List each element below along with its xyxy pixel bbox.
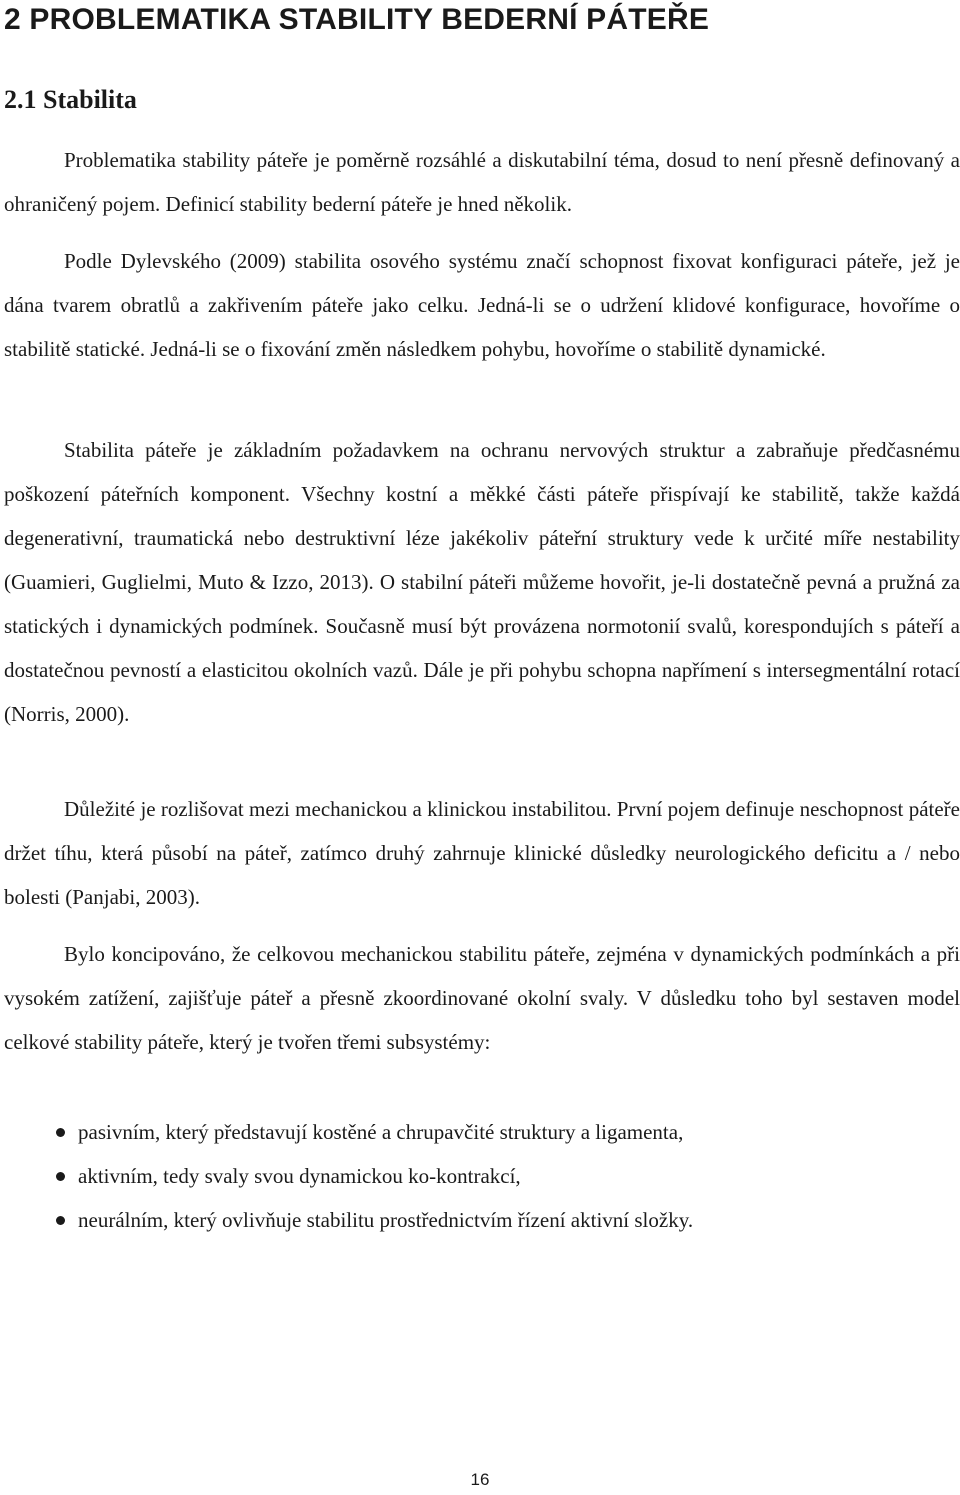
bullet-icon <box>56 1172 65 1181</box>
section-heading: 2.1 Stabilita <box>4 85 137 114</box>
list-item-text: neurálním, který ovlivňuje stabilitu prostřednictvím řízení aktivní složky. <box>78 1208 694 1232</box>
list-item <box>0 1198 960 1242</box>
paragraph-dylevsky: Podle Dylevského (2009) stabilita osového systému značí schopnost fixovat konfiguraci páteře, jež je dána tvarem obratlů a zakřivením páteře jako celku. Jedná-li se o udržení klidové konfigurace, hovoříme o stabilitě statické. Jedná-li se o fixování změn následkem pohybu, hovoříme o stabilitě dynamické. <box>4 249 960 361</box>
page-number: 16 <box>470 1470 490 1489</box>
list-item-text: aktivním, tedy svaly svou dynamickou ko-kontrakcí, <box>78 1164 521 1188</box>
paragraph-instability: Důležité je rozlišovat mezi mechanickou a klinickou instabilitou. První pojem definuje neschopnost páteře držet tíhu, která působí na páteř, zatímco druhý zahrnuje klinické důsledky neurologického deficitu a / nebo bolesti (Panjabi, 2003). <box>4 797 960 909</box>
list-item <box>0 1154 960 1198</box>
subsystem-list <box>0 1110 960 1242</box>
bullet-icon <box>56 1128 65 1137</box>
paragraph-intro: Problematika stability páteře je poměrně rozsáhlé a diskutabilní téma, dosud to není přesně definovaný a ohraničený pojem. Definicí stability bederní páteře je hned několik. <box>4 148 960 216</box>
paragraph-stability-model: Bylo koncipováno, že celkovou mechanickou stabilitu páteře, zejména v dynamických podmínkách a při vysokém zatížení, zajišťuje páteř a přesně zkoordinované okolní svaly. V důsledku toho byl sestaven model celkové stability páteře, který je tvořen třemi subsystémy: <box>4 942 960 1054</box>
chapter-heading: 2 PROBLEMATIKA STABILITY BEDERNÍ PÁTEŘE <box>4 3 710 36</box>
bullet-icon <box>56 1216 65 1225</box>
paragraph-stability-requirement: Stabilita páteře je základním požadavkem na ochranu nervových struktur a zabraňuje předčasnému poškození páteřních komponent. Všechny kostní a měkké části páteře přispívají ke stabilitě, takže každá degenerativní, traumatická nebo destruktivní léze jakékoliv páteřní struktury vede k určité míře nestability (Guamieri, Guglielmi, Muto & Izzo, 2013). O stabilní páteři můžeme hovořit, je-li dostatečně pevná a pružná za statických i dynamických podmínek. Současně musí být provázena normotonií svalů, korespondujích s páteří a dostatečnou pevností a elasticitou okolních vazů. Dále je při pohybu schopna napřímení s intersegmentální rotací (Norris, 2000). <box>4 438 960 726</box>
list-item <box>0 1110 960 1154</box>
list-item-text: pasivním, který představují kostěné a chrupavčité struktury a ligamenta, <box>78 1120 684 1144</box>
